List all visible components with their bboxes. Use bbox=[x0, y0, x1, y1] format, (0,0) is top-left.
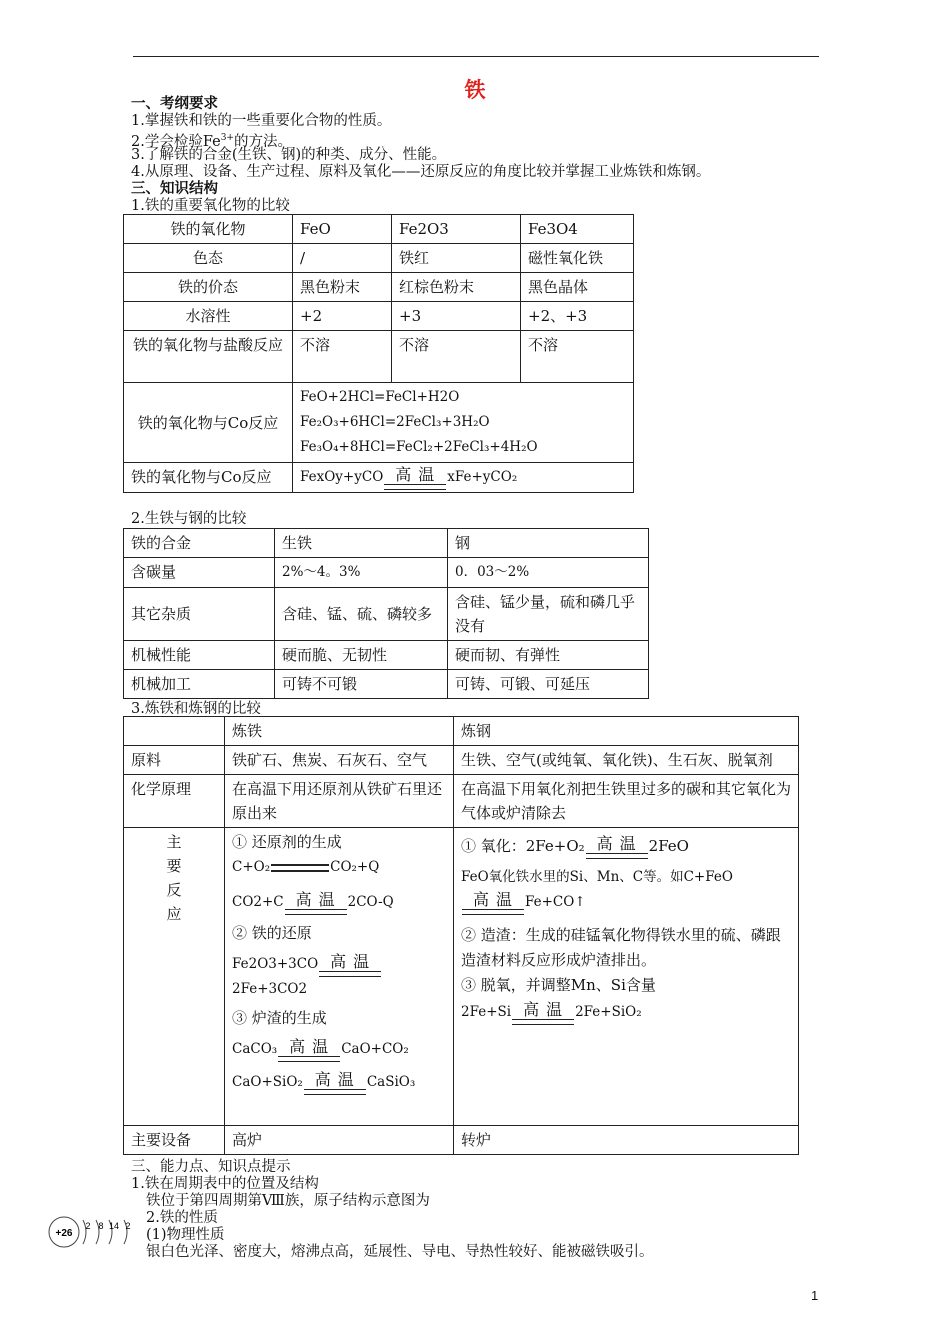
svg-text:8: 8 bbox=[98, 1221, 104, 1231]
atom-structure-diagram bbox=[46, 1214, 136, 1250]
table-title: 2.生铁与钢的比较 bbox=[131, 511, 247, 527]
list-item: 4.从原理、设备、生产过程、原料及氧化——还原反应的角度比较并掌握工业炼铁和炼钢。 bbox=[131, 164, 711, 180]
header-rule bbox=[133, 56, 819, 57]
equation: C+O₂ CO₂+Q bbox=[232, 859, 380, 875]
table-row: 原料 铁矿石、焦炭、石灰石、空气 生铁、空气(或纯氧、氧化铁)、生石灰、脱氧剂 bbox=[124, 746, 799, 775]
smelting-table bbox=[123, 716, 799, 1155]
svg-text:+26: +26 bbox=[55, 1228, 73, 1239]
section-heading: 三、能力点、知识点提示 bbox=[131, 1159, 291, 1175]
table-row: 其它杂质 含硅、锰、硫、磷较多 含硅、锰少量，硫和磷几乎没有 bbox=[124, 588, 649, 641]
page-title: 铁 bbox=[464, 78, 486, 102]
table-row: 主 要 反 应 ① 还原剂的生成 C+O₂ CO₂+Q CO2+C 高温 2CO-Q ② 铁的还原 Fe2O3+3CO 高温 2Fe+3CO2 ③ 炉渣的生成 CaCO₃ 高温 CaO+CO₂ CaO+SiO₂ 高温 CaSiO₃ ① 氧化：2Fe+O₂ 高温 2FeO FeO氧化铁水里的Si、Mn、C等。如C+FeO 高温 Fe+CO↑ ② 造渣：生成的硅锰氧化物得铁水里的硫、磷跟造渣材料反应形成炉渣排出。 ③ 脱氧，并调整Mn、Si含量 2Fe+Si 高温 2Fe+SiO₂ bbox=[124, 828, 799, 1126]
oxide-table bbox=[123, 214, 634, 493]
table-row: 铁的价态 黑色粉末 红棕色粉末 黑色晶体 bbox=[124, 273, 634, 302]
equation: Fe2O3+3CO 高温 2Fe+3CO2 bbox=[232, 952, 446, 1002]
svg-text:14: 14 bbox=[108, 1221, 120, 1231]
table-row: 炼铁 炼钢 bbox=[124, 717, 799, 746]
table-row: 机械加工 可铸不可锻 可铸、可锻、可延压 bbox=[124, 670, 649, 699]
table-row: 铁的合金 生铁 钢 bbox=[124, 529, 649, 558]
section-heading: 三、知识结构 bbox=[131, 181, 218, 197]
table-row: 机械性能 硬而脆、无韧性 硬而韧、有弹性 bbox=[124, 641, 649, 670]
equation: 高温 Fe+CO↑ bbox=[461, 890, 791, 915]
table-title: 3.炼铁和炼钢的比较 bbox=[131, 701, 261, 717]
table-row: 铁的氧化物与Co反应 FeO+2HCl=FeCl+H2O Fe₂O₃+6HCl=2FeCl₃+3H₂O Fe₃O₄+8HCl=FeCl₂+2FeCl₃+4H₂O bbox=[124, 383, 634, 463]
paragraph: 1.铁在周期表中的位置及结构 bbox=[131, 1176, 319, 1192]
table-row: 铁的氧化物与Co反应 FexOy+yCO 高温 xFe+yCO₂ bbox=[124, 463, 634, 493]
alloy-table bbox=[123, 528, 649, 699]
equation: CaCO₃ 高温 CaO+CO₂ bbox=[232, 1037, 446, 1062]
equation: ① 氧化：2Fe+O₂ 高温 2FeO bbox=[461, 834, 791, 859]
table-row: 化学原理 在高温下用还原剂从铁矿石里还原出来 在高温下用氧化剂把生铁里过多的碳和其它氧化为气体或炉清除去 bbox=[124, 775, 799, 828]
table-title: 1.铁的重要氧化物的比较 bbox=[131, 198, 290, 214]
list-item: 1.掌握铁和铁的一些重要化合物的性质。 bbox=[131, 113, 392, 129]
paragraph: 银白色光泽、密度大，熔沸点高，延展性、导电、导热性较好、能被磁铁吸引。 bbox=[146, 1244, 654, 1260]
table-row: 水溶性 +2 +3 +2、+3 bbox=[124, 302, 634, 331]
equation: CO2+C 高温 2CO-Q bbox=[232, 890, 446, 915]
section-heading: 一、考纲要求 bbox=[131, 96, 218, 112]
paragraph: 2.铁的性质 bbox=[146, 1210, 218, 1226]
page-number: 1 bbox=[811, 1288, 819, 1303]
equation: Fe₃O₄+8HCl=FeCl₂+2FeCl₃+4H₂O bbox=[300, 439, 538, 455]
equation: 2Fe+Si 高温 2Fe+SiO₂ bbox=[461, 1000, 791, 1025]
svg-text:2: 2 bbox=[85, 1221, 91, 1231]
paragraph: 铁位于第四周期第Ⅷ族，原子结构示意图为 bbox=[146, 1193, 430, 1209]
equation: Fe₂O₃+6HCl=2FeCl₃+3H₂O bbox=[300, 414, 490, 430]
list-item: 3.了解铁的合金(生铁、钢)的种类、成分、性能。 bbox=[131, 147, 447, 163]
equation: FexOy+yCO 高温 xFe+yCO₂ bbox=[300, 469, 517, 485]
table-row: 铁的氧化物 FeO Fe2O3 Fe3O4 bbox=[124, 215, 634, 244]
equation: CaO+SiO₂ 高温 CaSiO₃ bbox=[232, 1070, 446, 1095]
table-row: 含碳量 2%～4。3% 0．03～2% bbox=[124, 558, 649, 588]
table-row: 主要设备 高炉 转炉 bbox=[124, 1126, 799, 1155]
list-item: 2.学会检验$Fe^{3+}$的方法。 bbox=[131, 133, 292, 150]
table-row: 铁的氧化物与盐酸反应 不溶 不溶 不溶 bbox=[124, 331, 634, 383]
svg-text:2: 2 bbox=[125, 1221, 131, 1231]
table-row: 色态 / 铁红 磁性氧化铁 bbox=[124, 244, 634, 273]
equation: FeO+2HCl=FeCl+H2O bbox=[300, 389, 460, 405]
paragraph: (1)物理性质 bbox=[146, 1227, 225, 1243]
